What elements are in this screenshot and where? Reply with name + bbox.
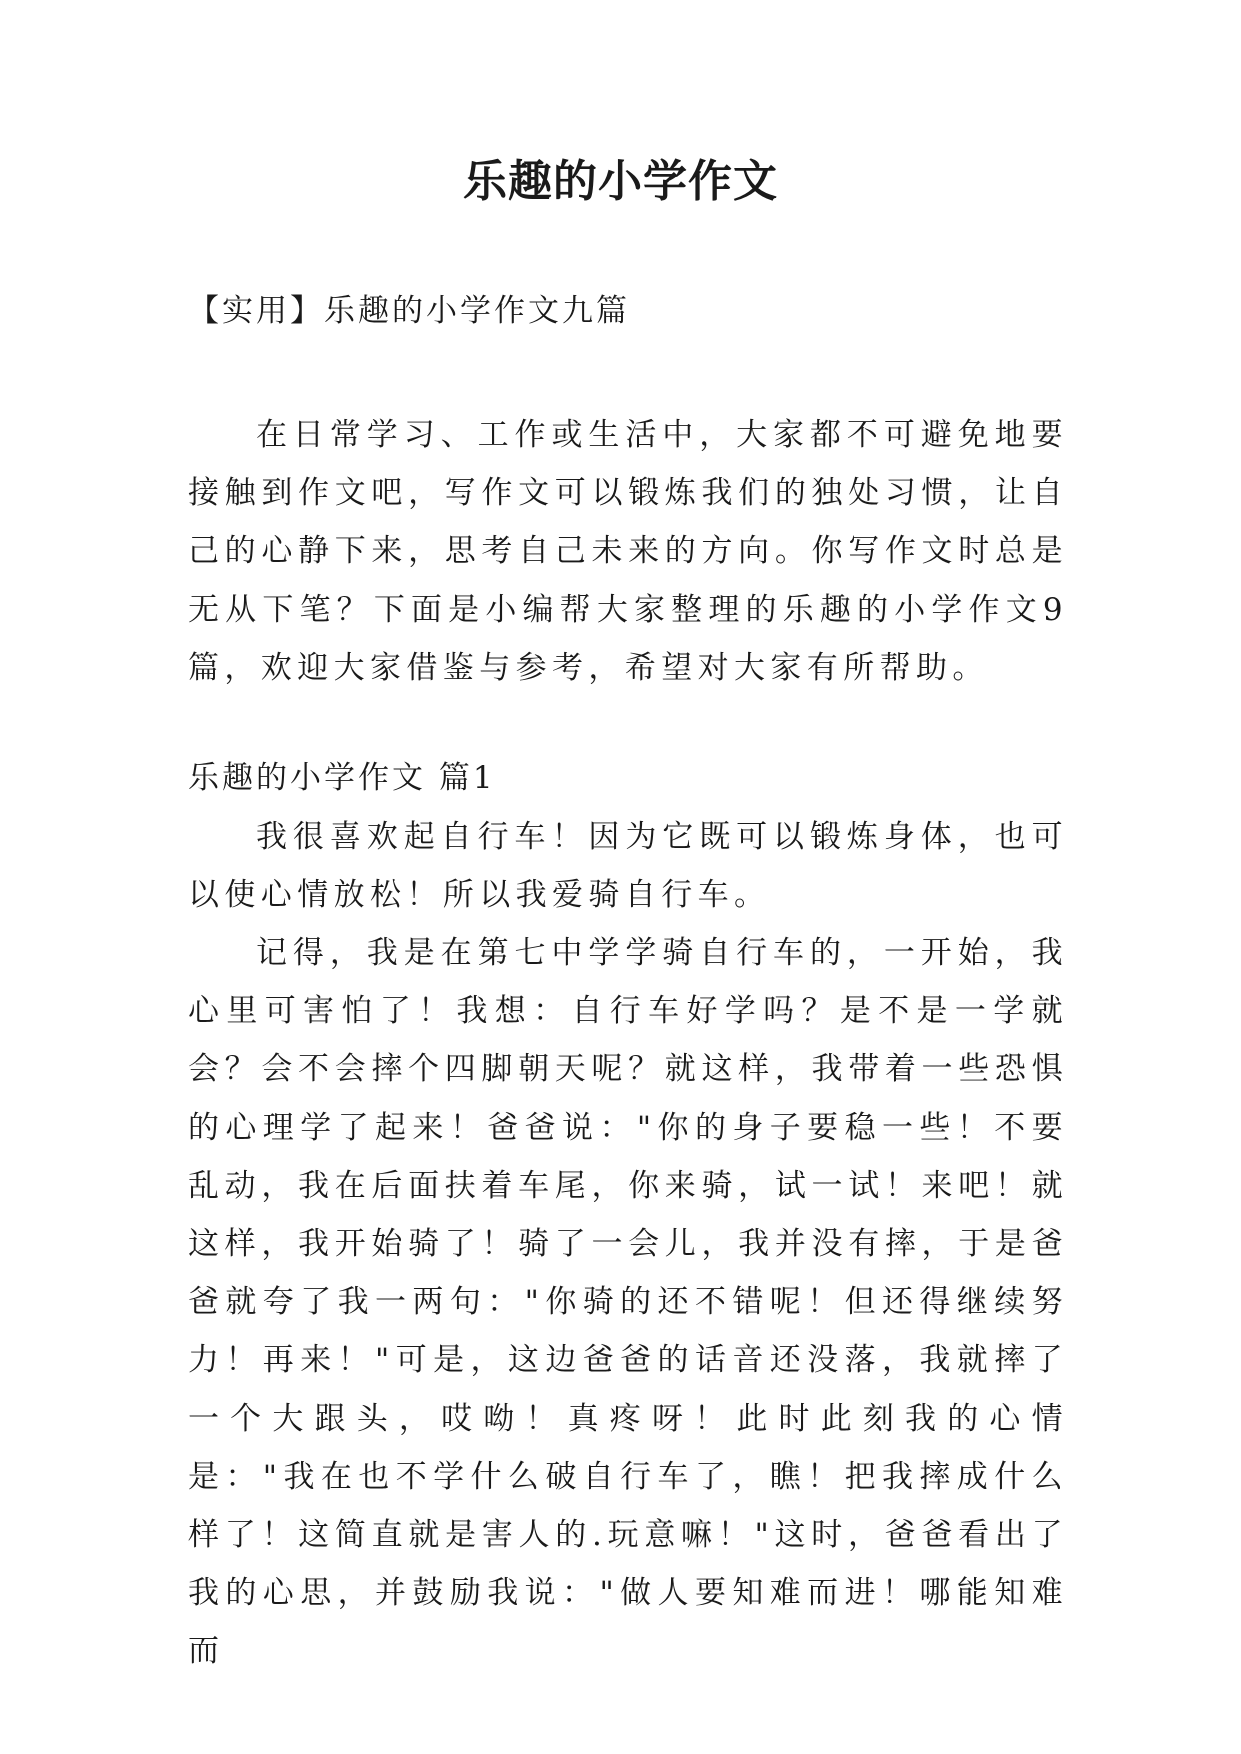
intro-paragraph: 在日常学习、工作或生活中，大家都不可避免地要接触到作文吧，写作文可以锻炼我们的独处习惯，让自己的心静下来，思考自己未来的方向。你写作文时总是无从下笔？下面是小编帮大家整理的乐趣的小学作文9篇，欢迎大家借鉴与参考，希望对大家有所帮助。 (188, 417, 1068, 686)
document-title: 乐趣的小学作文 (463, 156, 778, 207)
section-heading: 乐趣的小学作文 篇1 (188, 760, 496, 796)
body-paragraph: 记得，我是在第七中学学骑自行车的，一开始，我心里可害怕了！我想：自行车好学吗？是不是一学就会？会不会摔个四脚朝天呢？就这样，我带着一些恐惧的心理学了起来！爸爸说："你的身子要稳一些！不要乱动，我在后面扶着车尾，你来骑，试一试！来吧！就这样，我开始骑了！骑了一会儿，我并没有摔，于是爸爸就夸了我一两句："你骑的还不错呢！但还得继续努力！再来！"可是，这边爸爸的话音还没落，我就摔了一个大跟头，哎呦！真疼呀！此时此刻我的心情是："我在也不学什么破自行车了，瞧！把我摔成什么样了！这简直就是害人的.玩意嘛！"这时，爸爸看出了我的心思，并鼓励我说："做人要知难而进！哪能知难而 (188, 935, 1068, 1670)
document-subtitle: 【实用】乐趣的小学作文九篇 (188, 293, 630, 329)
body-paragraph: 我很喜欢起自行车！因为它既可以锻炼身体，也可以使心情放松！所以我爱骑自行车。 (188, 819, 1068, 914)
